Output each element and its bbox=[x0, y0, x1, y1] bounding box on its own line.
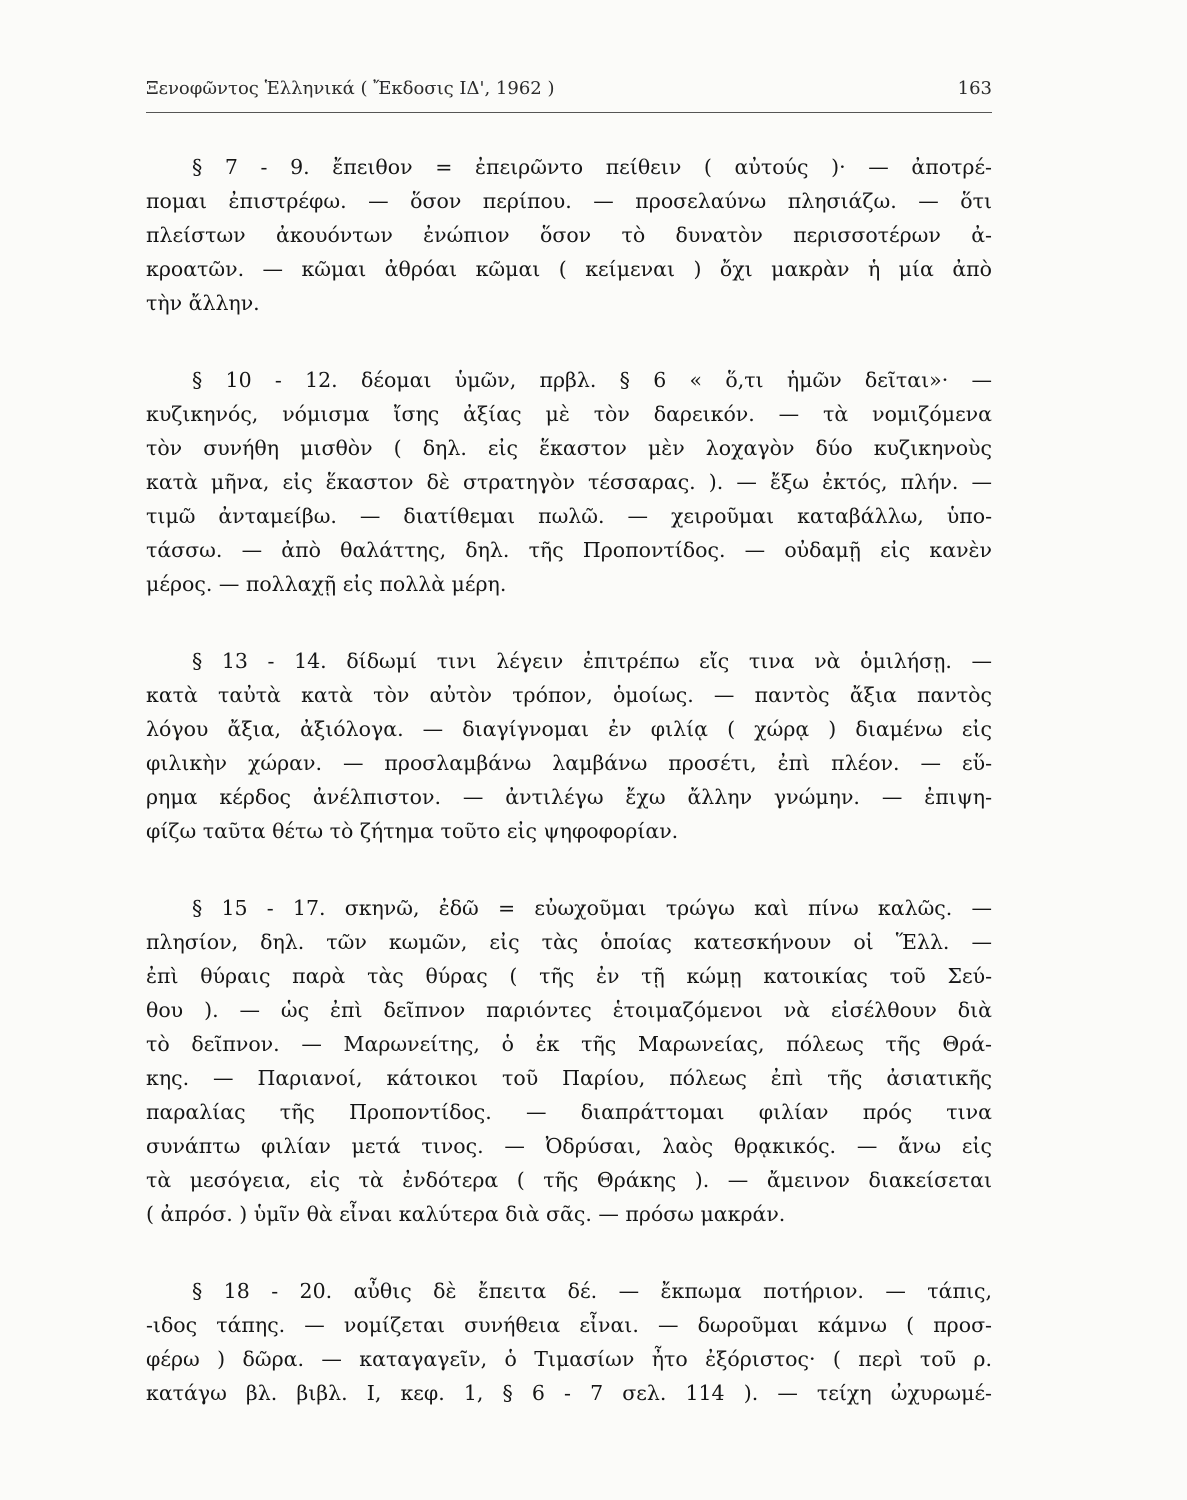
text-line: κης. — Παριανοί, κάτοικοι τοῦ Παρίου, πόλεως ἐπὶ τῆς ἀσιατικῆς bbox=[146, 1066, 992, 1090]
paragraph-7-9 bbox=[146, 150, 992, 320]
text-line: κυζικηνός, νόμισμα ἴσης ἀξίας μὲ τὸν δαρεικόν. — τὰ νομιζόμενα bbox=[146, 402, 992, 426]
text-line: πλείστων ἀκουόντων ἐνώπιον ὅσον τὸ δυνατὸν περισσοτέρων ἀ- bbox=[146, 223, 992, 247]
text-line: τὸν συνήθη μισθὸν ( δηλ. εἰς ἕκαστον μὲν λοχαγὸν δύο κυζικηνοὺς bbox=[146, 436, 992, 460]
text-line: συνάπτω φιλίαν μετά τινος. — Ὀδρύσαι, λαὸς θρᾳκικός. — ἄνω εἰς bbox=[146, 1134, 992, 1158]
text-line: φέρω ) δῶρα. — καταγαγεῖν, ὁ Τιμασίων ἦτο ἐξόριστος· ( περὶ τοῦ ρ. bbox=[146, 1347, 992, 1371]
text-line: ἐπὶ θύραις παρὰ τὰς θύρας ( τῆς ἐν τῇ κώμῃ κατοικίας τοῦ Σεύ- bbox=[146, 964, 992, 988]
text-line: κατάγω βλ. βιβλ. Ι, κεφ. 1, § 6 - 7 σελ. 114 ). — τείχη ὠχυρωμέ- bbox=[146, 1381, 992, 1405]
header-rule bbox=[146, 112, 992, 113]
page-number: 163 bbox=[957, 78, 992, 99]
text-line: ρημα κέρδος ἀνέλπιστον. — ἀντιλέγω ἔχω ἄλλην γνώμην. — ἐπιψη- bbox=[146, 785, 992, 809]
text-line: τιμῶ ἀνταμείβω. — διατίθεμαι πωλῶ. — χειροῦμαι καταβάλλω, ὑπο- bbox=[146, 504, 992, 528]
text-line: λόγου ἄξια, ἀξιόλογα. — διαγίγνομαι ἐν φιλίᾳ ( χώρᾳ ) διαμένω εἰς bbox=[146, 717, 992, 741]
text-line: § 10 - 12. δέομαι ὑμῶν, πρβλ. § 6 « ὅ,τι ἡμῶν δεῖται»· — bbox=[192, 368, 992, 392]
running-header bbox=[146, 78, 992, 102]
text-line: φίζω ταῦτα θέτω τὸ ζήτημα τοῦτο εἰς ψηφοφορίαν. bbox=[146, 819, 679, 843]
text-line: τὴν ἄλλην. bbox=[146, 291, 260, 315]
text-line: τάσσω. — ἀπὸ θαλάττης, δηλ. τῆς Προποντίδος. — οὐδαμῇ εἰς κανὲν bbox=[146, 538, 992, 562]
paragraph-15-17 bbox=[146, 891, 992, 1231]
paragraph-10-12 bbox=[146, 363, 992, 601]
text-line: § 13 - 14. δίδωμί τινι λέγειν ἐπιτρέπω εἴς τινα νὰ ὁμιλήσῃ. — bbox=[192, 649, 992, 673]
text-line: § 7 - 9. ἔπειθον = ἐπειρῶντο πείθειν ( αὐτούς )· — ἀποτρέ- bbox=[192, 155, 992, 179]
text-line: μέρος. — πολλαχῇ εἰς πολλὰ μέρη. bbox=[146, 572, 507, 596]
text-line: κατὰ ταὐτὰ κατὰ τὸν αὐτὸν τρόπον, ὁμοίως. — παντὸς ἄξια παντὸς bbox=[146, 683, 992, 707]
text-line: παραλίας τῆς Προποντίδος. — διαπράττομαι φιλίαν πρός τινα bbox=[146, 1100, 992, 1124]
text-line: τὰ μεσόγεια, εἰς τὰ ἐνδότερα ( τῆς Θράκης ). — ἄμεινον διακείσεται bbox=[146, 1168, 992, 1192]
text-line: § 15 - 17. σκηνῶ, ἐδῶ = εὐωχοῦμαι τρώγω καὶ πίνω καλῶς. — bbox=[192, 896, 992, 920]
text-line: θου ). — ὡς ἐπὶ δεῖπνον παριόντες ἑτοιμαζόμενοι νὰ εἰσέλθουν διὰ bbox=[146, 998, 992, 1022]
text-line: τὸ δεῖπνον. — Μαρωνείτης, ὁ ἐκ τῆς Μαρωνείας, πόλεως τῆς Θρά- bbox=[146, 1032, 992, 1056]
paragraph-18-20 bbox=[146, 1274, 992, 1410]
text-line: ( ἀπρόσ. ) ὑμῖν θὰ εἶναι καλύτερα διὰ σᾶς. — πρόσω μακράν. bbox=[146, 1202, 786, 1226]
text-line: § 18 - 20. αὖθις δὲ ἔπειτα δέ. — ἔκπωμα ποτήριον. — τάπις, bbox=[192, 1279, 992, 1303]
text-line: πομαι ἐπιστρέφω. — ὅσον περίπου. — προσελαύνω πλησιάζω. — ὅτι bbox=[146, 189, 992, 213]
text-line: κροατῶν. — κῶμαι ἀθρόαι κῶμαι ( κείμεναι ) ὄχι μακρὰν ἡ μία ἀπὸ bbox=[146, 257, 992, 281]
text-line: φιλικὴν χώραν. — προσλαμβάνω λαμβάνω προσέτι, ἐπὶ πλέον. — εὕ- bbox=[146, 751, 992, 775]
text-line: κατὰ μῆνα, εἰς ἕκαστον δὲ στρατηγὸν τέσσαρας. ). — ἔξω ἐκτός, πλήν. — bbox=[146, 470, 992, 494]
text-line: -ιδος τάπης. — νομίζεται συνήθεια εἶναι. — δωροῦμαι κάμνω ( προσ- bbox=[146, 1313, 992, 1337]
page-body bbox=[146, 150, 992, 1453]
running-title: Ξενοφῶντος Ἑλληνικά ( Ἔκδοσις ΙΔ', 1962 ) bbox=[146, 78, 555, 99]
text-line: πλησίον, δηλ. τῶν κωμῶν, εἰς τὰς ὁποίας κατεσκήνουν οἱ Ἕλλ. — bbox=[146, 930, 992, 954]
paragraph-13-14 bbox=[146, 644, 992, 848]
